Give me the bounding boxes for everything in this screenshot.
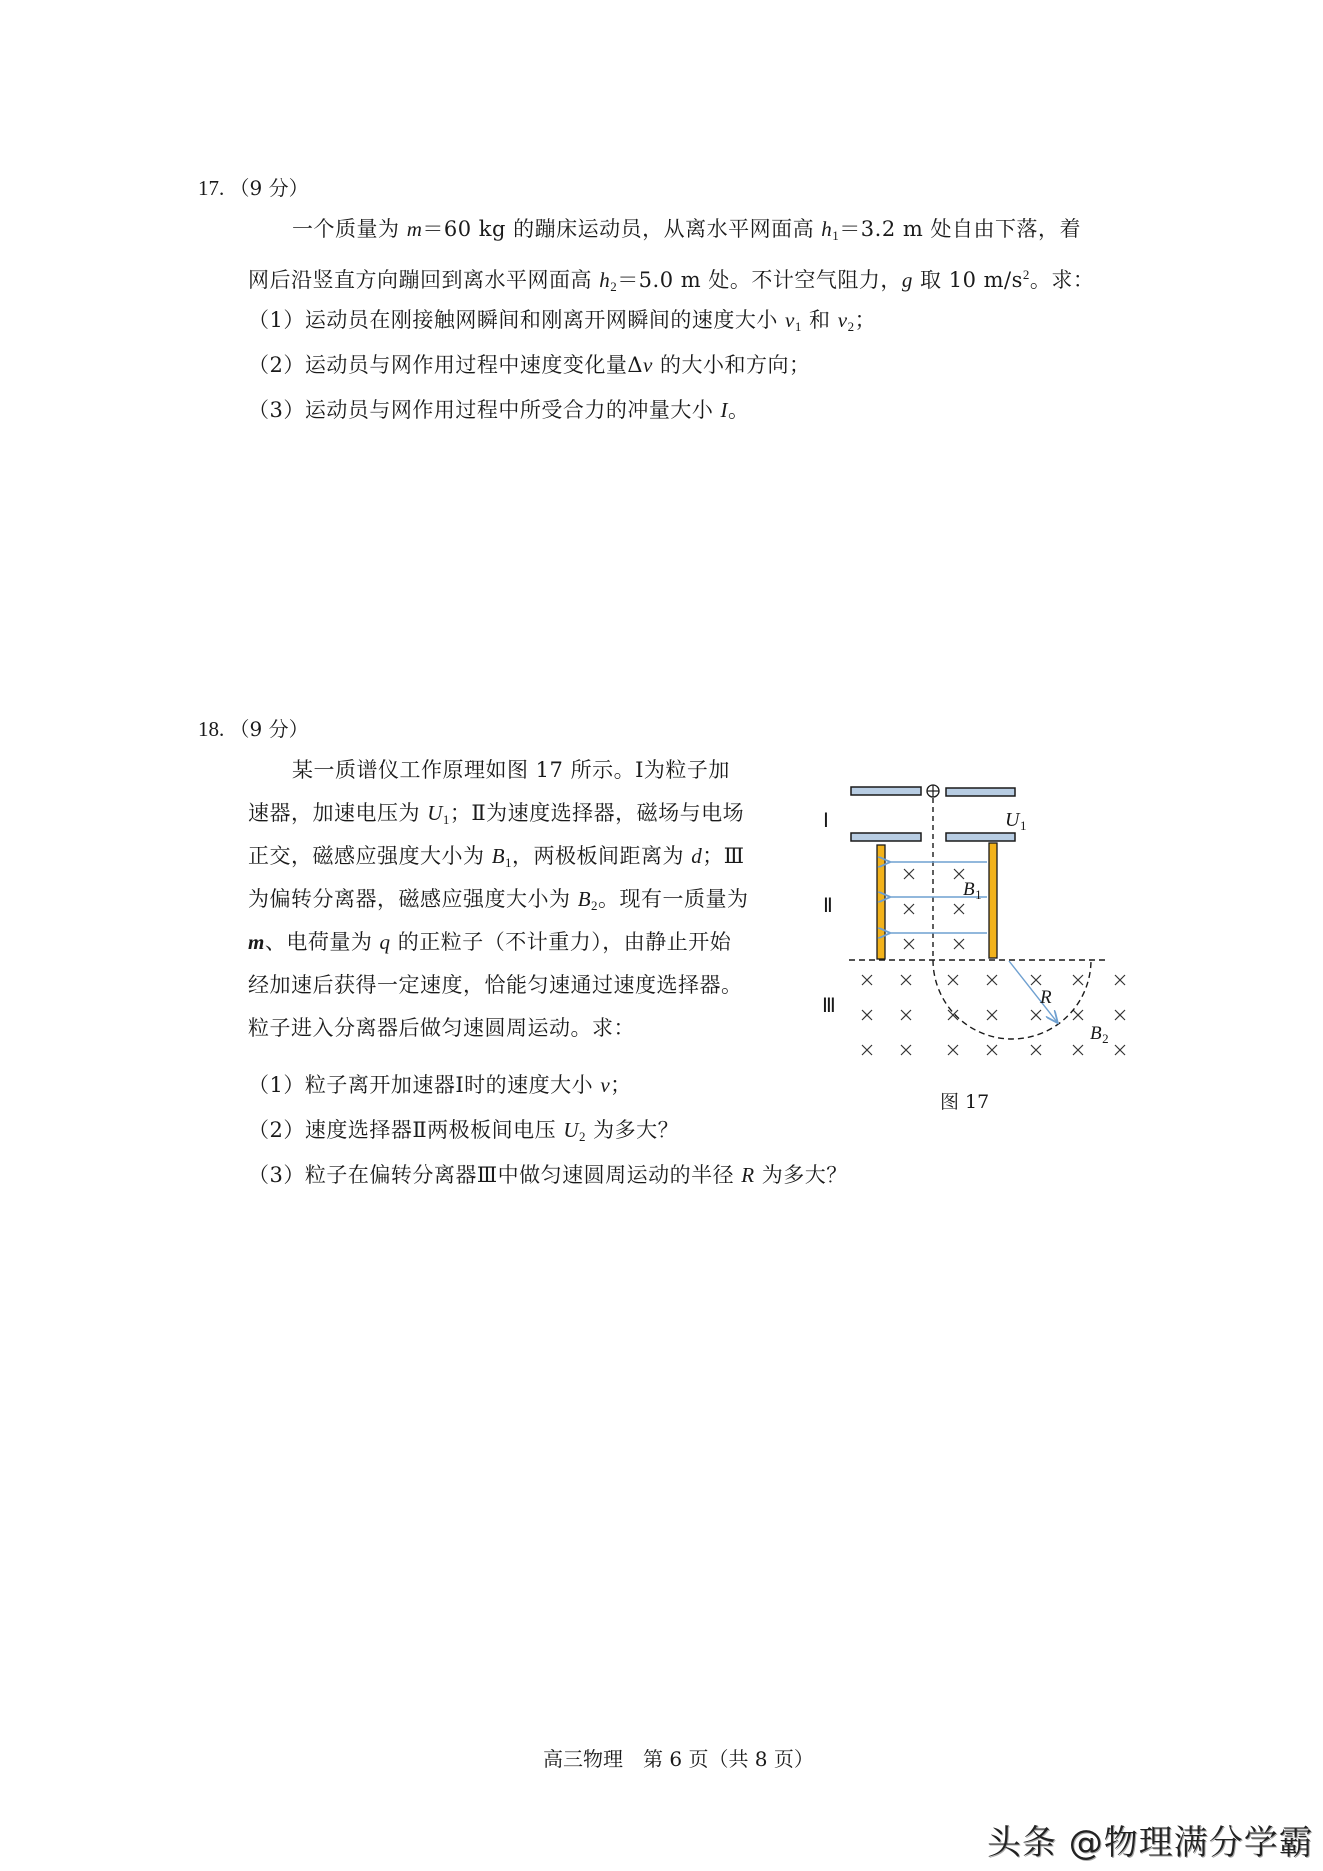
- q18-number: 18.: [198, 717, 225, 741]
- positive-particle-icon: [927, 785, 939, 797]
- q17-part-3: （3）运动员与网作用过程中所受合力的冲量大小 I。: [248, 398, 750, 422]
- q17-stem-line2: 网后沿竖直方向蹦回到离水平网面高 $h_2=5.0$ m 处。不计空气阻力，g 取 10 $m/s^2$。求：: [248, 267, 1095, 294]
- q17-number: 17.: [198, 176, 225, 200]
- circular-trajectory: [933, 960, 1091, 1039]
- q18-part-2: （2）速度选择器Ⅱ两极板间电压 $U_2$ 为多大？: [248, 1118, 680, 1144]
- q18-stem-line3: 正交，磁感应强度大小为 $B_1$，两极板间距离为 d；Ⅲ: [248, 844, 745, 870]
- q18-part-3: （3）粒子在偏转分离器Ⅲ中做匀速圆周运动的半径 R 为多大？: [248, 1163, 848, 1187]
- q18-stem-line5: m、电荷量为 q 的正粒子（不计重力），由静止开始: [248, 930, 732, 954]
- selector-plate-right: [989, 843, 997, 958]
- selector-plate-left: [877, 845, 885, 959]
- magnetic-field-b2-crosses: [862, 975, 1125, 1055]
- q17-part-2: （2）运动员与网作用过程中速度变化量Δv 的大小和方向；: [248, 353, 811, 377]
- label-b1: $B_1$: [963, 879, 983, 902]
- region-label-2: Ⅱ: [823, 895, 834, 917]
- q18-stem-line1: 某一质谱仪工作原理如图 17 所示。Ⅰ为粒子加: [292, 758, 730, 782]
- watermark: 头条 @物理满分学霸: [987, 1823, 1314, 1863]
- q18-part-1: （1）粒子离开加速器Ⅰ时的速度大小 v；: [248, 1073, 632, 1097]
- label-r: R: [1040, 987, 1053, 1008]
- q17-points: （9 分）: [229, 176, 309, 200]
- q18-stem-line4: 为偏转分离器，磁感应强度大小为 $B_2$。现有一质量为: [248, 887, 749, 913]
- label-u1: $U_1$: [1005, 809, 1027, 833]
- magnetic-field-b1-crosses: [904, 869, 964, 949]
- q18-stem-line7: 粒子进入分离器后做匀速圆周运动。求：: [248, 1016, 635, 1040]
- region-label-3: Ⅲ: [822, 995, 837, 1017]
- q18-stem-line2: 速器，加速电压为 $U_1$；Ⅱ为速度选择器，磁场与电场: [248, 801, 745, 827]
- figure-caption: 图 17: [940, 1091, 990, 1113]
- q18-points: （9 分）: [229, 717, 309, 741]
- q18-stem-line6: 经加速后获得一定速度，恰能匀速通过速度选择器。: [248, 973, 743, 997]
- q17-stem-line1: 一个质量为 m＝60 kg 的蹦床运动员，从离水平网面高 $h_1=3.2$ m 处自由下落，着: [292, 217, 1081, 243]
- page-footer: 高三物理 第 6 页（共 8 页）: [543, 1747, 814, 1771]
- label-b2: $B_2$: [1090, 1023, 1110, 1046]
- q17-part-1: （1）运动员在刚接触网瞬间和刚离开网瞬间的速度大小 $v_1$ 和 $v_2$；: [248, 308, 877, 334]
- region-label-1: Ⅰ: [823, 810, 830, 832]
